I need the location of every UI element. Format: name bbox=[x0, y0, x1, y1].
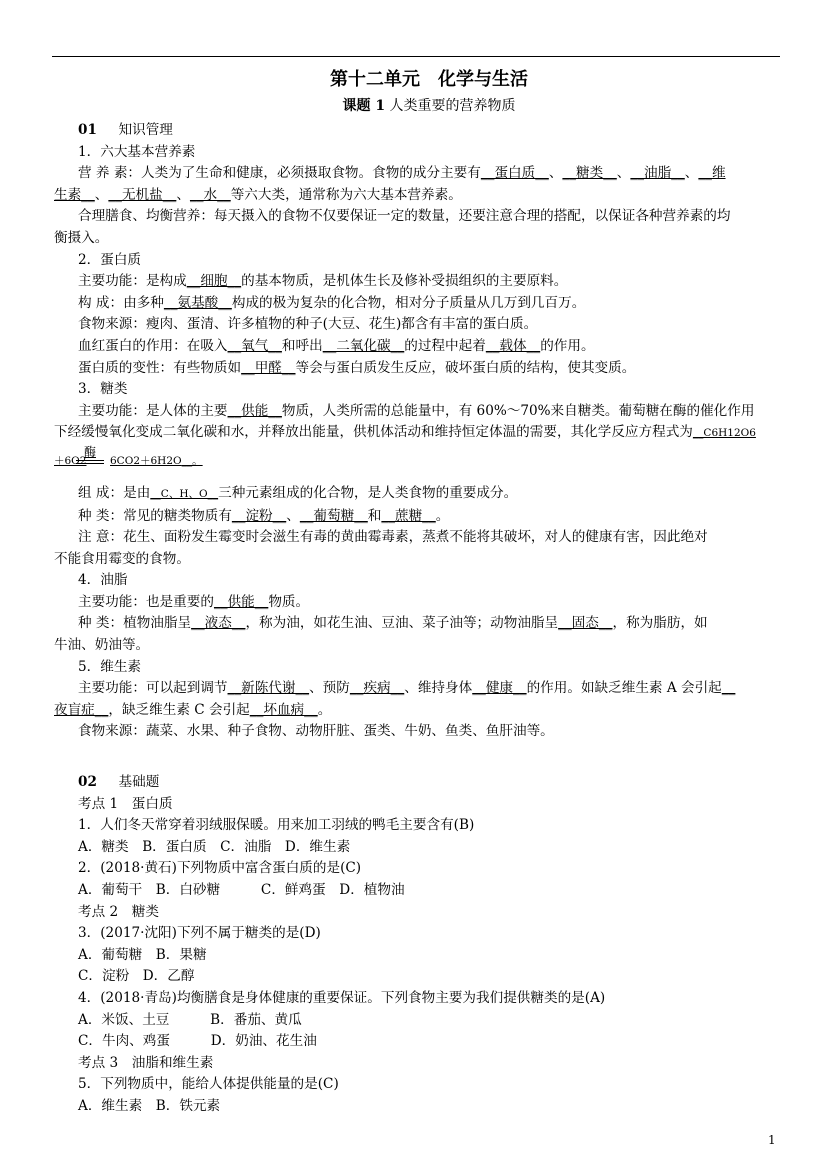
question-4-options-1: A．米饭、土豆 B．番茄、黄瓜 bbox=[78, 1011, 302, 1028]
question-3-options-2: C．淀粉 D．乙醇 bbox=[78, 968, 195, 985]
k1-line4: 衡摄入。 bbox=[54, 229, 109, 246]
question-5-options-1: A．维生素 B．铁元素 bbox=[78, 1097, 221, 1114]
k2-sources: 食物来源：瘦肉、蛋清、许多植物的种子(大豆、花生)都含有丰富的蛋白质。 bbox=[78, 316, 538, 333]
subtitle-number: 课题 1 bbox=[342, 98, 386, 114]
question-1: 1．人们冬天常穿着羽绒服保暖。用来加工羽绒的鸭毛主要含有(B) bbox=[78, 817, 475, 834]
k2-hemoglobin: 血红蛋白的作用：在吸入__氧气__和呼出__二氧化碳__的过程中起着__载体__的作用。 bbox=[78, 337, 595, 354]
k2-composition: 构 成：由多种__氨基酸__构成的极为复杂的化合物，相对分子质量从几万到几百万。 bbox=[78, 294, 586, 311]
section-01-heading: 01 知识管理 bbox=[78, 122, 173, 138]
question-2: 2．(2018·黄石)下列物质中富含蛋白质的是(C) bbox=[78, 860, 362, 877]
k3-note-2: 不能食用霉变的食物。 bbox=[54, 550, 190, 567]
kaodian-1: 考点 1 蛋白质 bbox=[78, 795, 173, 812]
kaodian-3: 考点 3 油脂和维生素 bbox=[78, 1054, 214, 1071]
k2-denaturation: 蛋白质的变性：有些物质如__甲醛__等会与蛋白质发生反应，破坏蛋白质的结构，使其变质。 bbox=[78, 359, 636, 376]
k5-heading: 5．维生素 bbox=[78, 658, 142, 675]
question-4-options-2: C．牛肉、鸡蛋 D．奶油、花生油 bbox=[78, 1033, 317, 1050]
k4-function: 主要功能：也是重要的__供能__物质。 bbox=[78, 593, 310, 610]
k1-heading: 1．六大基本营养素 bbox=[78, 143, 196, 160]
question-1-options: A．糖类 B．蛋白质 C．油脂 D．维生素 bbox=[78, 838, 351, 855]
k2-heading: 2．蛋白质 bbox=[78, 251, 142, 268]
k5-function-2: 夜盲症__，缺乏维生素 C 会引起__坏血病__。 bbox=[54, 701, 332, 718]
k1-line1: 营 养 素：人类为了生命和健康，必须摄取食物。食物的成分主要有__蛋白质__、__糖类__、__油脂__、__维 bbox=[78, 165, 726, 182]
page-subtitle bbox=[78, 94, 780, 118]
k5-sources: 食物来源：蔬菜、水果、种子食物、动物肝脏、蛋类、牛奶、鱼类、鱼肝油等。 bbox=[78, 723, 554, 740]
equation-left: ＋6O2 bbox=[54, 454, 87, 467]
k4-types-2: 牛油、奶油等。 bbox=[54, 637, 150, 654]
k5-function: 主要功能：可以起到调节__新陈代谢__、预防__疾病__、维持身体__健康__的作用。如缺乏维生素 A 会引起__ bbox=[78, 680, 736, 697]
question-4: 4．(2018·青岛)均衡膳食是身体健康的重要保证。下列食物主要为我们提供糖类的是(A) bbox=[78, 989, 606, 1006]
k1-line3: 合理膳食、均衡营养：每天摄入的食物不仅要保证一定的数量，还要注意合理的搭配，以保证各种营养素的均 bbox=[78, 208, 731, 225]
k3-note: 注 意：花生、面粉发生霉变时会滋生有毒的黄曲霉毒素，蒸煮不能将其破坏，对人的健康有害，因此绝对 bbox=[78, 529, 708, 546]
question-3-options-1: A．葡萄糖 B．果糖 bbox=[78, 946, 207, 963]
page-number: 1 bbox=[768, 1133, 776, 1147]
question-2-options: A．葡萄干 B．白砂糖 C．鲜鸡蛋 D．植物油 bbox=[78, 882, 405, 898]
header-rule bbox=[52, 56, 780, 57]
equation-right: 6CO2＋6H2O__。 bbox=[110, 454, 203, 467]
section-02-heading: 02 基础题 bbox=[78, 774, 160, 791]
k4-heading: 4．油脂 bbox=[78, 572, 128, 589]
glucose-equation bbox=[54, 445, 780, 483]
k2-function: 主要功能：是构成__细胞__的基本物质，是机体生长及修补受损组织的主要原料。 bbox=[78, 273, 568, 290]
catalyst-label: 酶 bbox=[83, 444, 96, 459]
document-body bbox=[54, 64, 780, 1118]
k3-types: 种 类：常见的糖类物质有__淀粉__、__葡萄糖__和__蔗糖__。 bbox=[78, 507, 450, 524]
equation-arrow bbox=[76, 445, 104, 464]
question-5: 5．下列物质中，能给人体提供能量的是(C) bbox=[78, 1076, 339, 1093]
page-title: 第十二单元 化学与生活 bbox=[330, 69, 528, 90]
subtitle-text: 人类重要的营养物质 bbox=[389, 98, 516, 114]
k1-line2: 生素__、__无机盐__、__水__等六大类，通常称为六大基本营养素。 bbox=[54, 186, 462, 203]
kaodian-2: 考点 2 糖类 bbox=[78, 903, 159, 920]
k4-types: 种 类：植物油脂呈__液态__，称为油，如花生油、豆油、菜子油等；动物油脂呈__固态__，称为脂肪，如 bbox=[78, 615, 708, 632]
k3-heading: 3．糖类 bbox=[78, 381, 128, 398]
k3-function-2: 下经缓慢氧化变成二氧化碳和水，并释放出能量，供机体活动和维持恒定体温的需要，其化学反应方程式为__C6H12O6 bbox=[54, 424, 756, 441]
question-3: 3．(2017·沈阳)下列不属于糖类的是(D) bbox=[78, 925, 321, 942]
k3-composition: 组 成：是由__C、H、O__三种元素组成的化合物，是人类食物的重要成分。 bbox=[78, 484, 518, 501]
k3-function: 主要功能：是人体的主要__供能__物质，人类所需的总能量中，有 60%～70%来自糖类。葡萄糖在酶的催化作用 bbox=[78, 402, 755, 419]
